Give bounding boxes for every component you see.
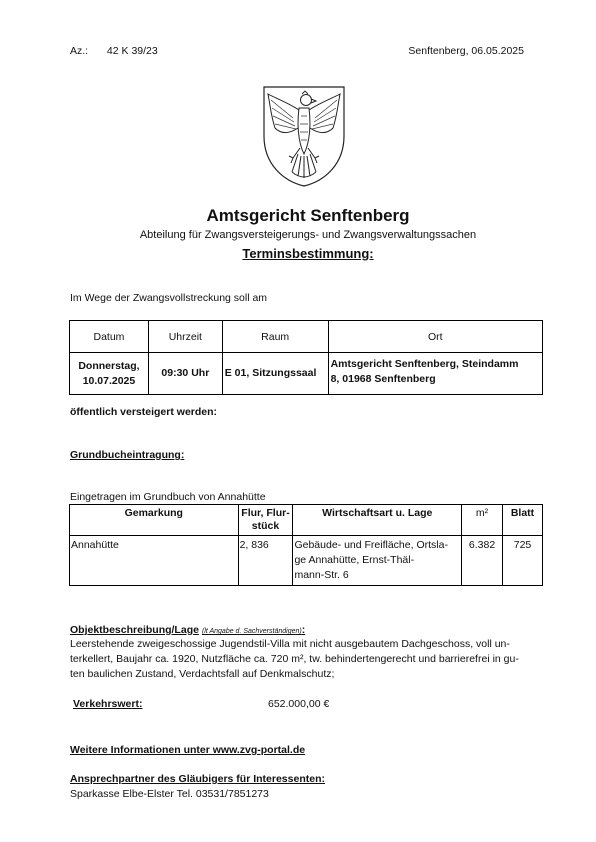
cell-wirtschaftsart: [293, 536, 462, 586]
place-date: Senftenberg, 06.05.2025: [408, 45, 524, 57]
contact-title: Ansprechpartner des Gläubigers für Interessenten:: [70, 773, 325, 785]
object-line-3: ten baulichen Zustand, Verdachtsfall auf Denkmalschutz;: [70, 668, 335, 680]
file-number-label: Az.:: [70, 45, 89, 57]
court-name: Amtsgericht Senftenberg: [206, 206, 410, 225]
more-info-link[interactable]: Weitere Informationen unter www.zvg-portal.de: [70, 744, 306, 756]
eagle-coat-of-arms-icon: [261, 84, 347, 188]
land-register-title: Grundbucheintragung:: [70, 449, 185, 461]
heading-text: Terminsbestimmung:: [242, 246, 374, 261]
object-title-text: Objektbeschreibung/Lage: [70, 624, 199, 636]
intro-text: Im Wege der Zwangsvollstreckung soll am: [70, 292, 268, 304]
location-line-1: Amtsgericht Senftenberg, Steindamm: [330, 358, 519, 370]
header-blatt: Blatt: [503, 505, 543, 536]
file-number: [70, 45, 158, 57]
cell-square-meters: 6.382: [462, 536, 503, 586]
land-register-header-row: [70, 505, 543, 536]
file-number-value: 42 K 39/23: [106, 45, 158, 57]
land-register-table: [69, 504, 543, 586]
appointment-weekday: Donnerstag,: [78, 359, 140, 372]
appointment-time: 09:30 Uhr: [148, 353, 222, 395]
header-flur-line-1: Flur, Flur-: [241, 507, 290, 519]
court-department: Abteilung für Zwangsversteigerungs- und Zwangsverwaltungssachen: [139, 229, 477, 241]
cell-flur: 2, 836: [238, 536, 293, 586]
object-description-title: [70, 624, 305, 636]
appointment-header-row: [70, 321, 543, 353]
land-register-registered: Eingetragen im Grundbuch von Annahütte: [70, 491, 266, 503]
header-location: Ort: [328, 321, 542, 353]
appointment-location: [328, 353, 542, 395]
appointment-room: E 01, Sitzungssaal: [222, 353, 328, 395]
market-value: 652.000,00 €: [268, 698, 330, 710]
appointment-date: [70, 353, 149, 395]
contact-text: Sparkasse Elbe-Elster Tel. 03531/7851273: [70, 788, 269, 800]
document-heading: [0, 246, 596, 261]
wirtschaft-line-1: Gebäude- und Freifläche, Ortsla-: [294, 539, 448, 551]
header-flur: [238, 505, 293, 536]
sold-text: öffentlich versteigert werden:: [70, 406, 218, 418]
wirtschaft-line-2: ge Annahütte, Ernst-Thäl-: [294, 554, 415, 566]
header-gemarkung: Gemarkung: [70, 505, 239, 536]
cell-gemarkung: Annahütte: [70, 536, 239, 586]
appointment-table: [69, 320, 543, 395]
object-line-1: Leerstehende zweigeschossige Jugendstil-Villa mit nicht ausgebautem Dachgeschoss, voll un-: [70, 638, 510, 650]
object-description: [70, 637, 548, 682]
header-time: Uhrzeit: [148, 321, 222, 353]
header-flur-line-2: stück: [251, 520, 280, 532]
object-title-colon: :: [301, 624, 306, 636]
cell-blatt: 725: [503, 536, 543, 586]
header-room: Raum: [222, 321, 328, 353]
appointment-row: [70, 353, 543, 395]
object-line-2: terkellert, Baujahr ca. 1920, Nutzfläche ca. 720 m², tw. behindertengerecht und barrierefrei in gu-: [70, 653, 519, 665]
header-square-meters: m²: [462, 505, 503, 536]
wirtschaft-line-3: mann-Str. 6: [294, 569, 349, 581]
object-title-note: (lt Angabe d. Sachverständigen): [201, 628, 302, 635]
location-line-2: 8, 01968 Senftenberg: [330, 373, 436, 385]
header-date: Datum: [70, 321, 149, 353]
appointment-date-value: 10.07.2025: [82, 374, 136, 387]
header-wirtschaftsart: Wirtschaftsart u. Lage: [293, 505, 462, 536]
land-register-row: [70, 536, 543, 586]
market-value-label: Verkehrswert:: [73, 698, 143, 710]
